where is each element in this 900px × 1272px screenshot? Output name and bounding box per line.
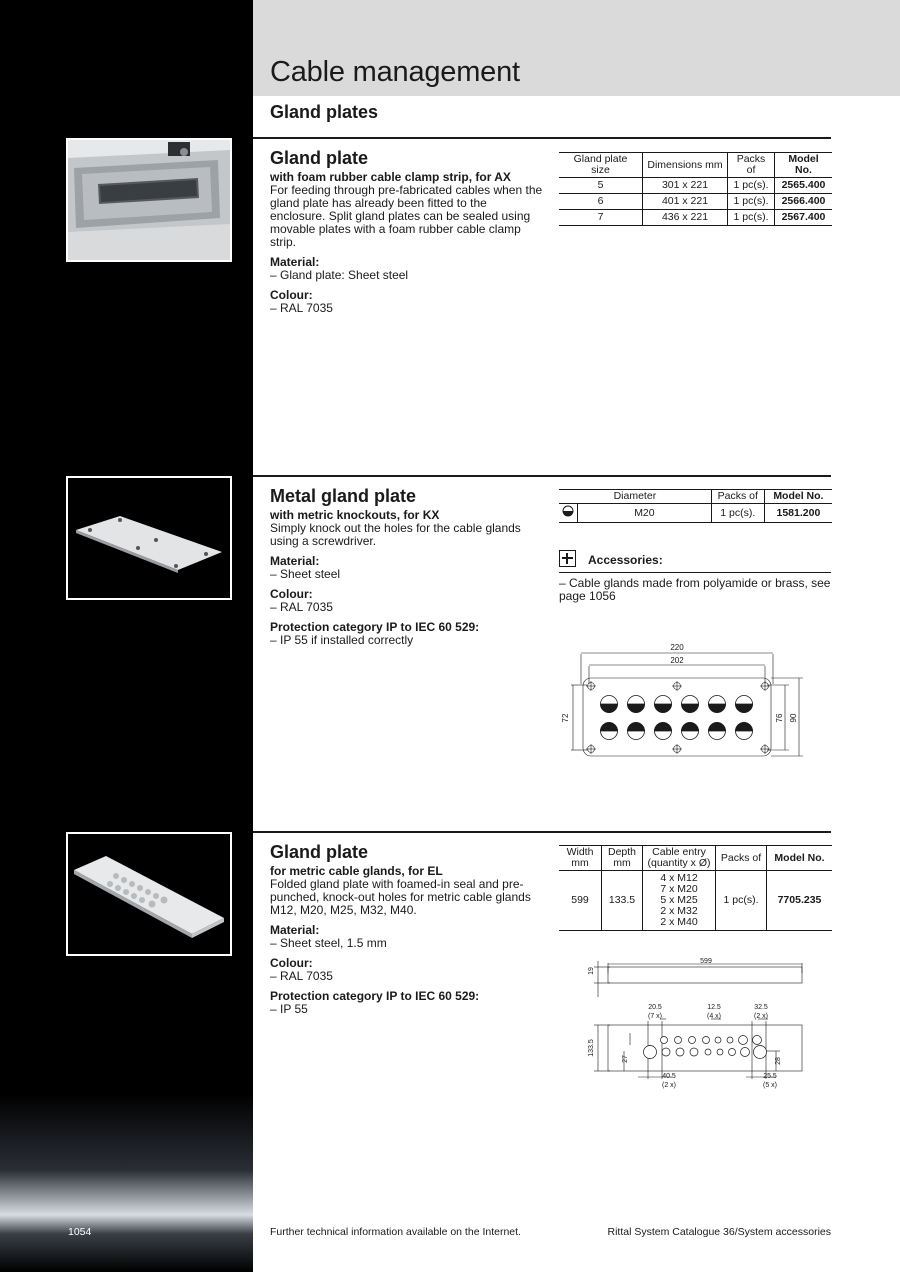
dim-90-label: 90: [789, 713, 798, 723]
col-header: Cable entry (quantity x Ø): [643, 846, 716, 871]
col-header: Packs of: [716, 846, 767, 871]
product-3-material: – Sheet steel, 1.5 mm: [270, 936, 387, 950]
table-cell: 6: [559, 194, 643, 210]
table-cell: 2567.400: [775, 210, 833, 226]
product-2-protection: – IP 55 if installed correctly: [270, 633, 414, 647]
section-title: Gland plates: [270, 102, 379, 122]
dim-27-label: 27: [622, 1055, 629, 1063]
col-header: Model No.: [764, 490, 832, 504]
half-circle-knockout-icon: [559, 504, 578, 523]
product-2-protection-label: Protection category IP to IEC 60 529:: [270, 620, 480, 634]
table-cell: 2566.400: [775, 194, 833, 210]
table-header-row: [559, 153, 832, 178]
accessories-label: Accessories:: [588, 553, 663, 567]
table-row: [559, 210, 832, 226]
product-2-text: [270, 486, 545, 647]
cable-entry: 7 x M20: [660, 883, 698, 895]
col-header: Width mm: [559, 846, 602, 871]
table-cell: 301 x 221: [643, 178, 728, 194]
product-1-text: [270, 148, 545, 315]
dim-12-5-qty: (4 x): [707, 1013, 721, 1020]
dim-32-5-label: 32.5: [754, 1004, 768, 1011]
gland-plate-ax-photo: [66, 138, 232, 262]
table-cell: 1 pc(s).: [728, 194, 775, 210]
product-3-title: Gland plate: [270, 842, 369, 862]
table-cell: 1 pc(s).: [711, 504, 764, 523]
product-3-colour: – RAL 7035: [270, 969, 333, 983]
table-cell: 7705.235: [767, 871, 833, 931]
product-1-spec-table: [559, 152, 832, 226]
dim-20-5-qty: (7 x): [648, 1013, 662, 1020]
cable-entry: 2 x M32: [660, 905, 698, 917]
table-row: [559, 178, 832, 194]
col-header: Gland plate size: [559, 153, 643, 178]
table-cell: 1 pc(s).: [716, 871, 767, 931]
table-row: [559, 504, 832, 523]
col-header: Model No.: [767, 846, 833, 871]
dim-72-label: 72: [561, 713, 570, 723]
dim-19-label: 19: [588, 967, 595, 975]
footer-catalogue: Rittal System Catalogue 36/System accessories: [607, 1226, 831, 1238]
table-header-row: [559, 490, 832, 504]
dim-40-5-qty: (2 x): [662, 1082, 676, 1089]
col-header: Diameter: [559, 490, 711, 504]
dim-40-5-label: 40.5: [662, 1073, 676, 1080]
dim-28-label: 28: [775, 1057, 782, 1065]
table-header-row: [559, 846, 832, 871]
dim-20-5-label: 20.5: [648, 1004, 662, 1011]
dim-25-5-qty: (5 x): [763, 1082, 777, 1089]
accessories-block: [559, 545, 831, 603]
accessories-text: – Cable glands made from polyamide or brass, see page 1056: [559, 572, 831, 603]
table-cell: 1 pc(s).: [728, 210, 775, 226]
footer-note: Further technical information available on the Internet.: [270, 1226, 521, 1238]
table-cell: M20: [578, 504, 712, 523]
product-3-text: [270, 842, 545, 1016]
cable-entry: 2 x M40: [660, 916, 698, 928]
cable-entry: 4 x M12: [660, 872, 698, 884]
table-cell: 2565.400: [775, 178, 833, 194]
accessories-heading: [559, 545, 831, 567]
product-1-material-label: Material:: [270, 255, 320, 269]
product-3-material-label: Material:: [270, 923, 320, 937]
metal-gland-plate-photo: [66, 476, 232, 600]
product-2-spec-table: [559, 489, 832, 523]
product-1-colour: – RAL 7035: [270, 301, 333, 315]
gland-plate-el-photo: [66, 832, 232, 956]
metal-gland-plate-drawing: [559, 640, 809, 765]
dim-599-label: 599: [700, 958, 712, 965]
product-1-colour-label: Colour:: [270, 288, 313, 302]
section-divider-2: [253, 475, 831, 477]
col-header: Packs of: [728, 153, 775, 178]
product-3-protection: – IP 55: [270, 1002, 308, 1016]
section-divider-1: [253, 137, 831, 139]
product-1-subtitle: with foam rubber cable clamp strip, for AX: [270, 170, 511, 184]
table-row: [559, 871, 832, 931]
product-2-material-label: Material:: [270, 554, 320, 568]
page-title: Cable management: [270, 56, 520, 88]
col-header: Dimensions mm: [643, 153, 728, 178]
page-number: 1054: [68, 1226, 92, 1238]
table-cell: 1581.200: [764, 504, 832, 523]
cable-entry: 5 x M25: [660, 894, 698, 906]
product-2-title: Metal gland plate: [270, 486, 417, 506]
plus-icon: [559, 550, 576, 567]
cable-entry-cell: [643, 871, 716, 931]
product-3-spec-table: [559, 845, 832, 931]
product-1-material: – Gland plate: Sheet steel: [270, 268, 409, 282]
table-cell: 5: [559, 178, 643, 194]
dim-220-label: 220: [670, 643, 684, 652]
product-3-protection-label: Protection category IP to IEC 60 529:: [270, 989, 480, 1003]
dim-12-5-label: 12.5: [707, 1004, 721, 1011]
product-3-colour-label: Colour:: [270, 956, 313, 970]
table-cell: 599: [559, 871, 602, 931]
gland-plate-el-drawing: [580, 955, 810, 1095]
col-header: Packs of: [711, 490, 764, 504]
col-header: Depth mm: [602, 846, 643, 871]
product-2-colour-label: Colour:: [270, 587, 313, 601]
table-row: [559, 194, 832, 210]
product-1-title: Gland plate: [270, 148, 369, 168]
dim-133-5-label: 133.5: [588, 1039, 595, 1057]
table-cell: 7: [559, 210, 643, 226]
table-cell: 1 pc(s).: [728, 178, 775, 194]
dim-25-5-label: 25.5: [763, 1073, 777, 1080]
table-cell: 133.5: [602, 871, 643, 931]
section-divider-3: [253, 831, 831, 833]
dim-202-label: 202: [670, 656, 684, 665]
product-1-description: For feeding through pre-fabricated cables when the gland plate has already been fitted to the enclosure. Split gland plates can be sealed using movable plates with a foam rubber cable clamp strip.: [270, 183, 543, 249]
product-3-description: Folded gland plate with foamed-in seal and pre-punched, knock-out holes for metric cable glands M12, M20, M25, M32, M40.: [270, 877, 531, 917]
product-2-subtitle: with metric knockouts, for KX: [270, 508, 440, 522]
table-cell: 401 x 221: [643, 194, 728, 210]
table-cell: 436 x 221: [643, 210, 728, 226]
product-2-description: Simply knock out the holes for the cable glands using a screwdriver.: [270, 521, 521, 548]
col-header: Model No.: [775, 153, 833, 178]
dim-76-label: 76: [775, 713, 784, 723]
product-2-material: – Sheet steel: [270, 567, 341, 581]
product-3-subtitle: for metric cable glands, for EL: [270, 864, 443, 878]
product-2-colour: – RAL 7035: [270, 600, 333, 614]
dim-32-5-qty: (2 x): [754, 1013, 768, 1020]
